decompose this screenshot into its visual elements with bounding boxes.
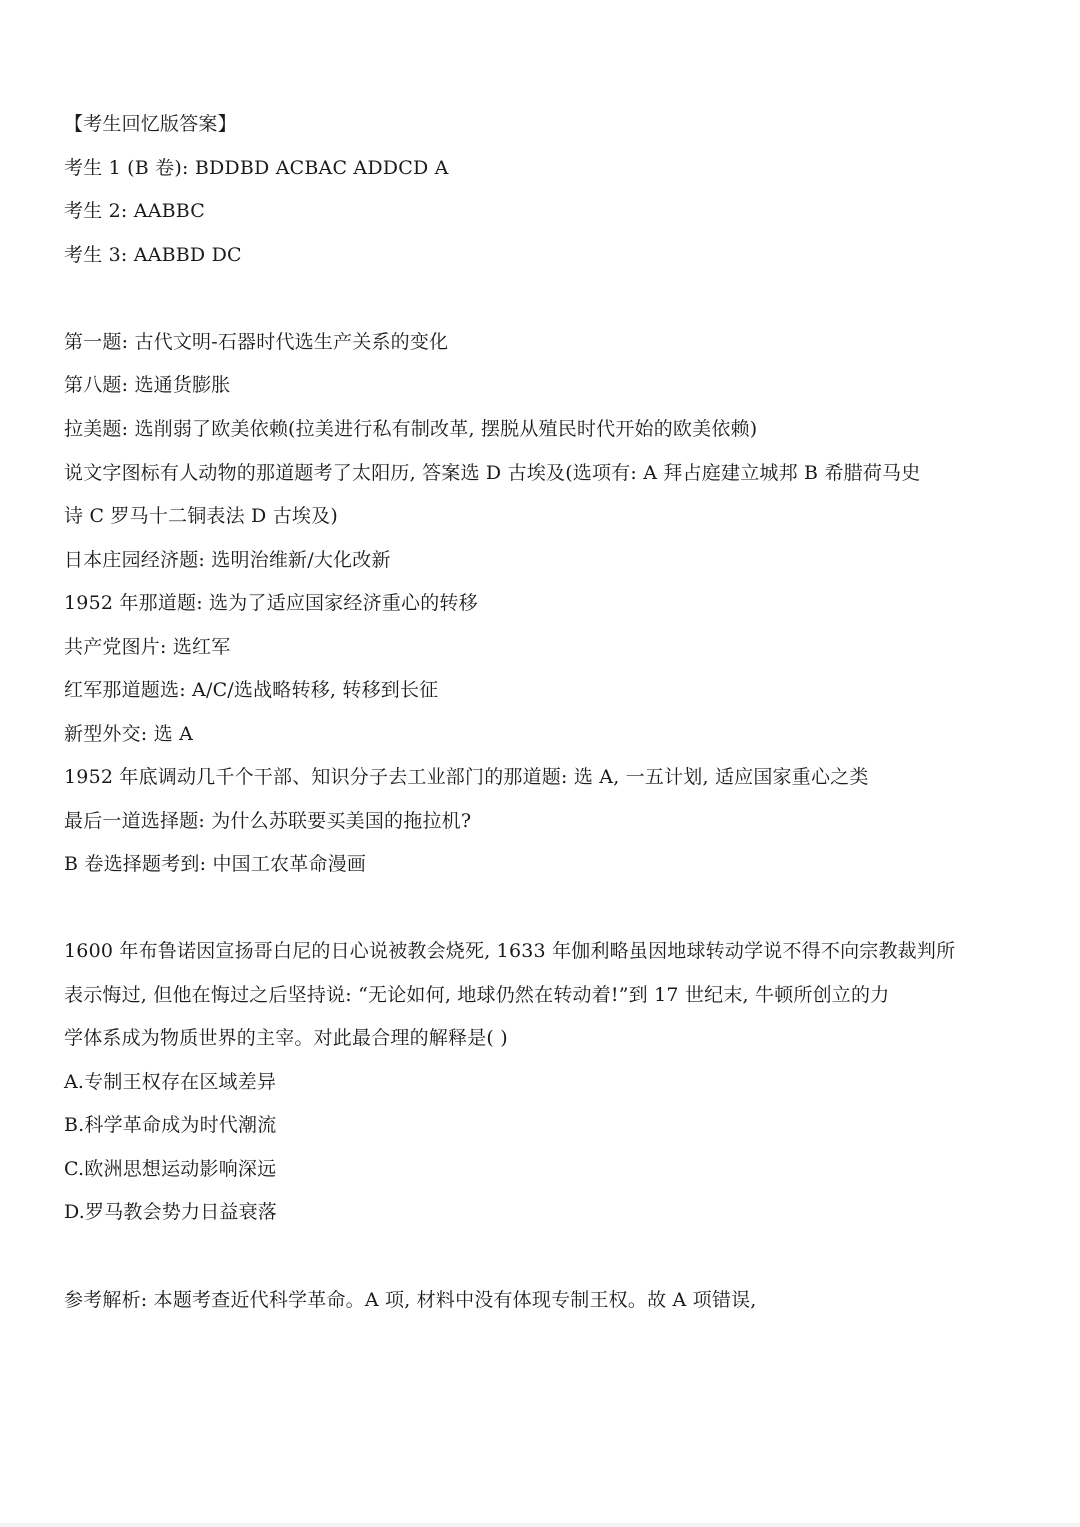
note-line: 说文字图标有人动物的那道题考了太阳历, 答案选 D 古埃及(选项有: A 拜占庭建立城邦 B 希腊荷马史 <box>64 462 921 484</box>
note-line: B 卷选择题考到: 中国工农革命漫画 <box>64 853 367 875</box>
section-header: 【考生回忆版答案】 <box>64 113 237 135</box>
note-line: 日本庄园经济题: 选明治维新/大化改新 <box>64 549 391 571</box>
analysis-text: 参考解析: 本题考查近代科学革命。A 项, 材料中没有体现专制王权。故 A 项错误, <box>64 1289 757 1311</box>
note-line: 共产党图片: 选红军 <box>64 636 231 658</box>
note-line: 1952 年那道题: 选为了适应国家经济重心的转移 <box>64 592 478 614</box>
option-a: A.专制王权存在区域差异 <box>64 1071 277 1093</box>
question-stem-line: 1600 年布鲁诺因宣扬哥白尼的日心说被教会烧死, 1633 年伽利略虽因地球转动学说不得不向宗教裁判所 <box>64 940 956 962</box>
answer-line-2: 考生 2: AABBC <box>64 200 206 222</box>
question-stem-line: 学体系成为物质世界的主宰。对此最合理的解释是( ) <box>64 1027 508 1049</box>
answer-line-1: 考生 1 (B 卷): BDDBD ACBAC ADDCD A <box>64 157 449 179</box>
note-line: 新型外交: 选 A <box>64 723 194 745</box>
note-line: 最后一道选择题: 为什么苏联要买美国的拖拉机? <box>64 810 472 832</box>
note-line: 诗 C 罗马十二铜表法 D 古埃及) <box>64 505 338 527</box>
note-line: 第一题: 古代文明-石器时代选生产关系的变化 <box>64 331 449 353</box>
option-b: B.科学革命成为时代潮流 <box>64 1114 277 1136</box>
note-line: 1952 年底调动几千个干部、知识分子去工业部门的那道题: 选 A, 一五计划, 适应国家重心之类 <box>64 766 869 788</box>
option-c: C.欧洲思想运动影响深远 <box>64 1158 277 1180</box>
page-bottom-edge <box>0 1523 1080 1527</box>
option-d: D.罗马教会势力日益衰落 <box>64 1201 277 1223</box>
question-stem-line: 表示悔过, 但他在悔过之后坚持说: “无论如何, 地球仍然在转动着!”到 17 世纪末, 牛顿所创立的力 <box>64 984 890 1006</box>
answer-line-3: 考生 3: AABBD DC <box>64 244 242 266</box>
note-line: 红军那道题选: A/C/选战略转移, 转移到长征 <box>64 679 439 701</box>
note-line: 拉美题: 选削弱了欧美依赖(拉美进行私有制改革, 摆脱从殖民时代开始的欧美依赖) <box>64 418 758 440</box>
note-line: 第八题: 选通货膨胀 <box>64 374 231 396</box>
